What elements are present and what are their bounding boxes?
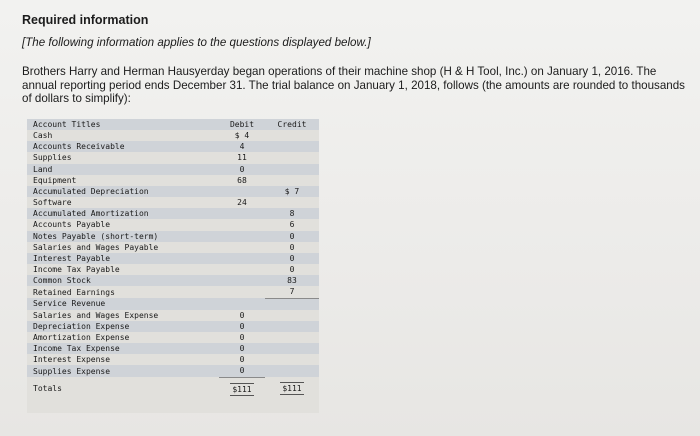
table-row [27, 286, 319, 298]
table-row [27, 231, 319, 242]
table-row [27, 164, 319, 175]
table-row [27, 208, 319, 219]
credit-cell [265, 197, 319, 208]
table-row [27, 186, 319, 197]
account-title-cell: Common Stock [27, 275, 219, 286]
credit-cell [265, 130, 319, 141]
debit-cell: 0 [239, 310, 245, 320]
section-heading: Required information [22, 13, 149, 27]
debit-cell: 0 [239, 355, 245, 365]
table-header-row [27, 119, 319, 130]
table-row [27, 332, 319, 343]
debit-cell [219, 208, 265, 219]
debit-cell: 0 [219, 321, 265, 332]
debit-cell: 0 [219, 365, 265, 377]
account-title-cell: Accounts Receivable [27, 141, 219, 152]
debit-cell [219, 231, 265, 242]
account-title-cell: Retained Earnings [33, 287, 115, 297]
credit-cell: 7 [265, 286, 319, 298]
debit-cell [219, 298, 265, 310]
debit-cell [219, 242, 265, 253]
debit-cell [219, 219, 265, 230]
totals-credit-cell [265, 377, 319, 395]
credit-cell: 8 [265, 208, 319, 219]
problem-paragraph: Brothers Harry and Herman Hausyerday began operations of their machine shop (H & H Tool, Inc.) on January 1, 2016. The annual reporting period ends December 31. The trial balance on January 1, 2018, follows (the amounts are rounded to thousands of dollars to simplify): [22, 65, 685, 105]
table-row [27, 242, 319, 253]
table-row [27, 354, 319, 365]
account-title-cell: Land [27, 164, 219, 175]
account-title-cell: Software [33, 198, 72, 208]
totals-debit-cell [219, 377, 265, 395]
table-row [27, 175, 319, 186]
table-row [27, 343, 319, 354]
table-row [27, 275, 319, 286]
account-title-cell: Interest Payable [27, 253, 219, 264]
credit-cell: 6 [289, 220, 295, 230]
account-title-cell: Notes Payable (short-term) [27, 231, 219, 242]
account-title-cell: Depreciation Expense [27, 321, 219, 332]
debit-cell: 0 [239, 332, 245, 342]
credit-cell [265, 332, 319, 343]
trial-balance-panel [27, 119, 319, 413]
totals-label: Totals [33, 384, 62, 394]
account-title-cell: Accumulated Amortization [27, 208, 219, 219]
table-row [27, 152, 319, 163]
debit-cell: 68 [237, 175, 247, 185]
credit-cell [265, 164, 319, 175]
table-row [27, 219, 319, 230]
account-title-cell: Salaries and Wages Payable [33, 242, 159, 252]
header-account-titles: Account Titles [27, 119, 219, 130]
table-row [27, 141, 319, 152]
table-row [27, 310, 319, 321]
table-row [27, 130, 319, 141]
credit-cell: 83 [265, 275, 319, 286]
totals-debit: $111 [232, 384, 252, 394]
debit-cell: 24 [237, 198, 247, 208]
credit-cell [265, 298, 319, 310]
debit-cell [219, 275, 265, 286]
header-credit: Credit [265, 119, 319, 130]
table-row [27, 298, 319, 310]
account-title-cell: Service Revenue [27, 298, 219, 310]
debit-cell: 4 [219, 141, 265, 152]
debit-cell [219, 264, 265, 275]
debit-cell: $ 4 [234, 131, 250, 141]
account-title-cell: Income Tax Expense [27, 343, 219, 354]
account-title-cell: Supplies [33, 153, 72, 163]
account-title-cell: Cash [33, 131, 53, 141]
debit-cell [219, 286, 265, 298]
table-row [27, 197, 319, 208]
account-title-cell: Amortization Expense [33, 332, 130, 342]
credit-cell: $ 7 [265, 186, 319, 197]
trial-balance-table [27, 119, 319, 395]
credit-cell [265, 141, 319, 152]
debit-cell [219, 186, 265, 197]
table-row [27, 264, 319, 275]
credit-cell [265, 152, 319, 163]
credit-cell [265, 321, 319, 332]
totals-credit: $111 [282, 384, 302, 394]
account-title-cell: Accumulated Depreciation [27, 186, 219, 197]
debit-cell: 0 [219, 343, 265, 354]
debit-cell: 11 [237, 153, 247, 163]
table-row [27, 253, 319, 264]
table-row [27, 321, 319, 332]
credit-cell [265, 354, 319, 365]
trial-balance-body [27, 130, 319, 395]
credit-cell: 0 [265, 253, 319, 264]
credit-cell [265, 310, 319, 321]
account-title-cell: Accounts Payable [33, 220, 111, 230]
account-title-cell: Interest Expense [33, 355, 111, 365]
credit-cell [265, 365, 319, 377]
debit-cell: 0 [219, 164, 265, 175]
header-debit: Debit [219, 119, 265, 130]
account-title-cell: Supplies Expense [27, 365, 219, 377]
intro-note: [The following information applies to the questions displayed below.] [22, 36, 371, 49]
account-title-cell: Income Tax Payable [33, 265, 120, 275]
account-title-cell: Equipment [33, 175, 77, 185]
credit-cell: 0 [289, 242, 295, 252]
credit-cell [265, 343, 319, 354]
credit-cell [265, 175, 319, 186]
credit-cell: 0 [289, 265, 295, 275]
debit-cell [219, 253, 265, 264]
totals-row [27, 377, 319, 395]
table-row [27, 365, 319, 377]
credit-cell: 0 [265, 231, 319, 242]
account-title-cell: Salaries and Wages Expense [33, 310, 159, 320]
